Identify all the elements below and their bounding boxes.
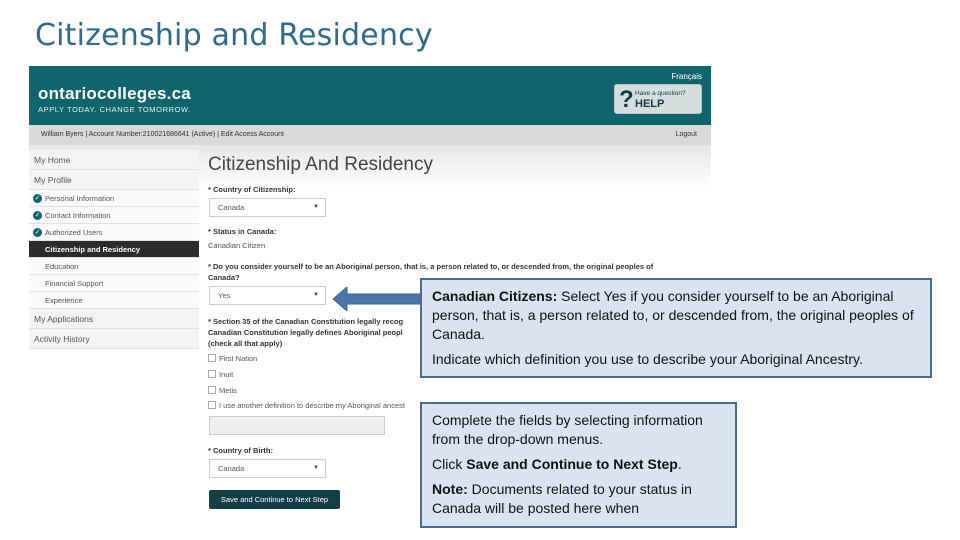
help-label: HELP: [635, 98, 665, 110]
select-value: Canada: [218, 464, 245, 473]
sidebar-item-label: Citizenship and Residency: [45, 245, 141, 254]
callout-text: .: [677, 456, 682, 472]
page-title: Citizenship And Residency: [208, 154, 433, 175]
sidebar-item-label: My Profile: [34, 175, 72, 185]
sidebar-item-personal-information[interactable]: [29, 190, 199, 207]
callout-instructions: [420, 402, 737, 528]
arrow-left-icon: [333, 287, 428, 311]
sidebar-item-my-applications[interactable]: [29, 309, 199, 329]
chevron-down-icon: ▼: [313, 292, 319, 298]
checkbox[interactable]: [208, 386, 216, 394]
select-value: Canada: [218, 203, 245, 212]
callout-aboriginal: [420, 278, 932, 378]
callout-paragraph: Indicate which definition you use to describe your Aboriginal Ancestry.: [432, 351, 863, 367]
callout-text: Documents related to your status in Canada will be posted here when: [432, 481, 692, 516]
status-in-canada-label: * Status in Canada:: [208, 227, 277, 236]
sidebar-item-label: Experience: [45, 296, 83, 305]
help-small-text: Have a question?: [635, 90, 686, 97]
country-of-citizenship-label: * Country of Citizenship:: [208, 185, 296, 194]
sidebar-nav: [29, 150, 199, 349]
aboriginal-select[interactable]: [209, 286, 326, 305]
section35-label: * Section 35 of the Canadian Constitution legally recog: [208, 317, 404, 326]
checkbox[interactable]: [208, 354, 216, 362]
sidebar-item-label: Authorized Users: [45, 228, 103, 237]
aboriginal-question-label: * Do you consider yourself to be an Aboriginal person, that is, a person related to, or descended from, the original peoples of: [208, 262, 654, 271]
option-inuit[interactable]: [208, 370, 233, 379]
status-in-canada-value: Canadian Citizen: [208, 241, 266, 250]
help-button[interactable]: [614, 84, 702, 114]
check-icon: ✓: [34, 212, 41, 219]
option-other-definition[interactable]: [208, 401, 405, 410]
sidebar-item-experience[interactable]: [29, 292, 199, 309]
option-label: Metis: [219, 386, 237, 395]
callout-bold-lead: Canadian Citizens:: [432, 288, 558, 304]
sidebar-item-label: My Home: [34, 155, 71, 165]
sidebar-item-authorized-users[interactable]: [29, 224, 199, 241]
site-tagline: APPLY TODAY. CHANGE TOMORROW.: [38, 105, 191, 114]
section35-hint: (check all that apply): [208, 339, 283, 348]
callout-text: Click: [432, 456, 467, 472]
callout-bold: Save and Continue to Next Step: [466, 456, 678, 472]
sidebar-item-citizenship-residency[interactable]: [29, 241, 199, 258]
sidebar-item-my-home[interactable]: [29, 150, 199, 170]
check-icon: ✓: [34, 195, 41, 202]
country-of-citizenship-select[interactable]: [209, 198, 326, 217]
slide-title: Citizenship and Residency: [35, 18, 433, 53]
option-label: Inuit: [219, 370, 234, 379]
country-of-birth-label: * Country of Birth:: [208, 446, 273, 455]
sidebar-item-label: Personal Information: [45, 194, 115, 203]
language-link[interactable]: Français: [671, 72, 702, 81]
logout-link[interactable]: Logout: [675, 131, 697, 138]
site-logo[interactable]: ontariocolleges.ca: [38, 84, 191, 103]
checkbox[interactable]: [208, 401, 216, 409]
chevron-down-icon: ▼: [313, 465, 319, 471]
sidebar-item-label: My Applications: [34, 314, 94, 324]
question-mark-icon: ?: [619, 86, 634, 113]
sidebar-item-label: Education: [45, 262, 79, 271]
sidebar-item-contact-information[interactable]: [29, 207, 199, 224]
sidebar-item-label: Contact Information: [45, 211, 111, 220]
callout-paragraph: [432, 480, 725, 518]
section35-label-cont: Canadian Constitution legally defines Aboriginal peopl: [208, 328, 403, 337]
save-and-continue-button[interactable]: Save and Continue to Next Step: [209, 490, 340, 509]
site-banner: [29, 66, 711, 125]
account-info: William Byers | Account Number:210021686641 (Active) | Edit Access Account: [41, 131, 284, 138]
callout-paragraph: [432, 455, 725, 474]
sidebar-item-financial-support[interactable]: [29, 275, 199, 292]
option-label: I use another definition to describe my Aboriginal ancest: [219, 401, 405, 410]
callout-note-label: Note:: [432, 481, 468, 497]
sidebar-item-education[interactable]: [29, 258, 199, 275]
other-definition-input[interactable]: [209, 416, 385, 435]
chevron-down-icon: ▼: [313, 204, 319, 210]
sidebar-item-label: Activity History: [34, 334, 90, 344]
aboriginal-question-label-cont: Canada?: [208, 273, 240, 282]
account-bar: [29, 125, 711, 145]
option-metis[interactable]: [208, 386, 237, 395]
callout-paragraph: [432, 287, 920, 344]
sidebar-item-activity-history[interactable]: [29, 329, 199, 349]
option-label: First Nation: [219, 354, 258, 363]
option-first-nation[interactable]: [208, 354, 257, 363]
country-of-birth-select[interactable]: [209, 459, 326, 478]
select-value: Yes: [218, 291, 231, 300]
checkbox[interactable]: [208, 370, 216, 378]
sidebar-item-label: Financial Support: [45, 279, 104, 288]
check-icon: ✓: [34, 229, 41, 236]
callout-paragraph: Complete the fields by selecting information from the drop-down menus.: [432, 412, 703, 447]
sidebar-item-my-profile[interactable]: [29, 170, 199, 190]
callout-text: Select Yes if you consider yourself to be an Aboriginal person, that is, a person related to, or descended from, the original peoples of Canada.: [432, 288, 914, 342]
